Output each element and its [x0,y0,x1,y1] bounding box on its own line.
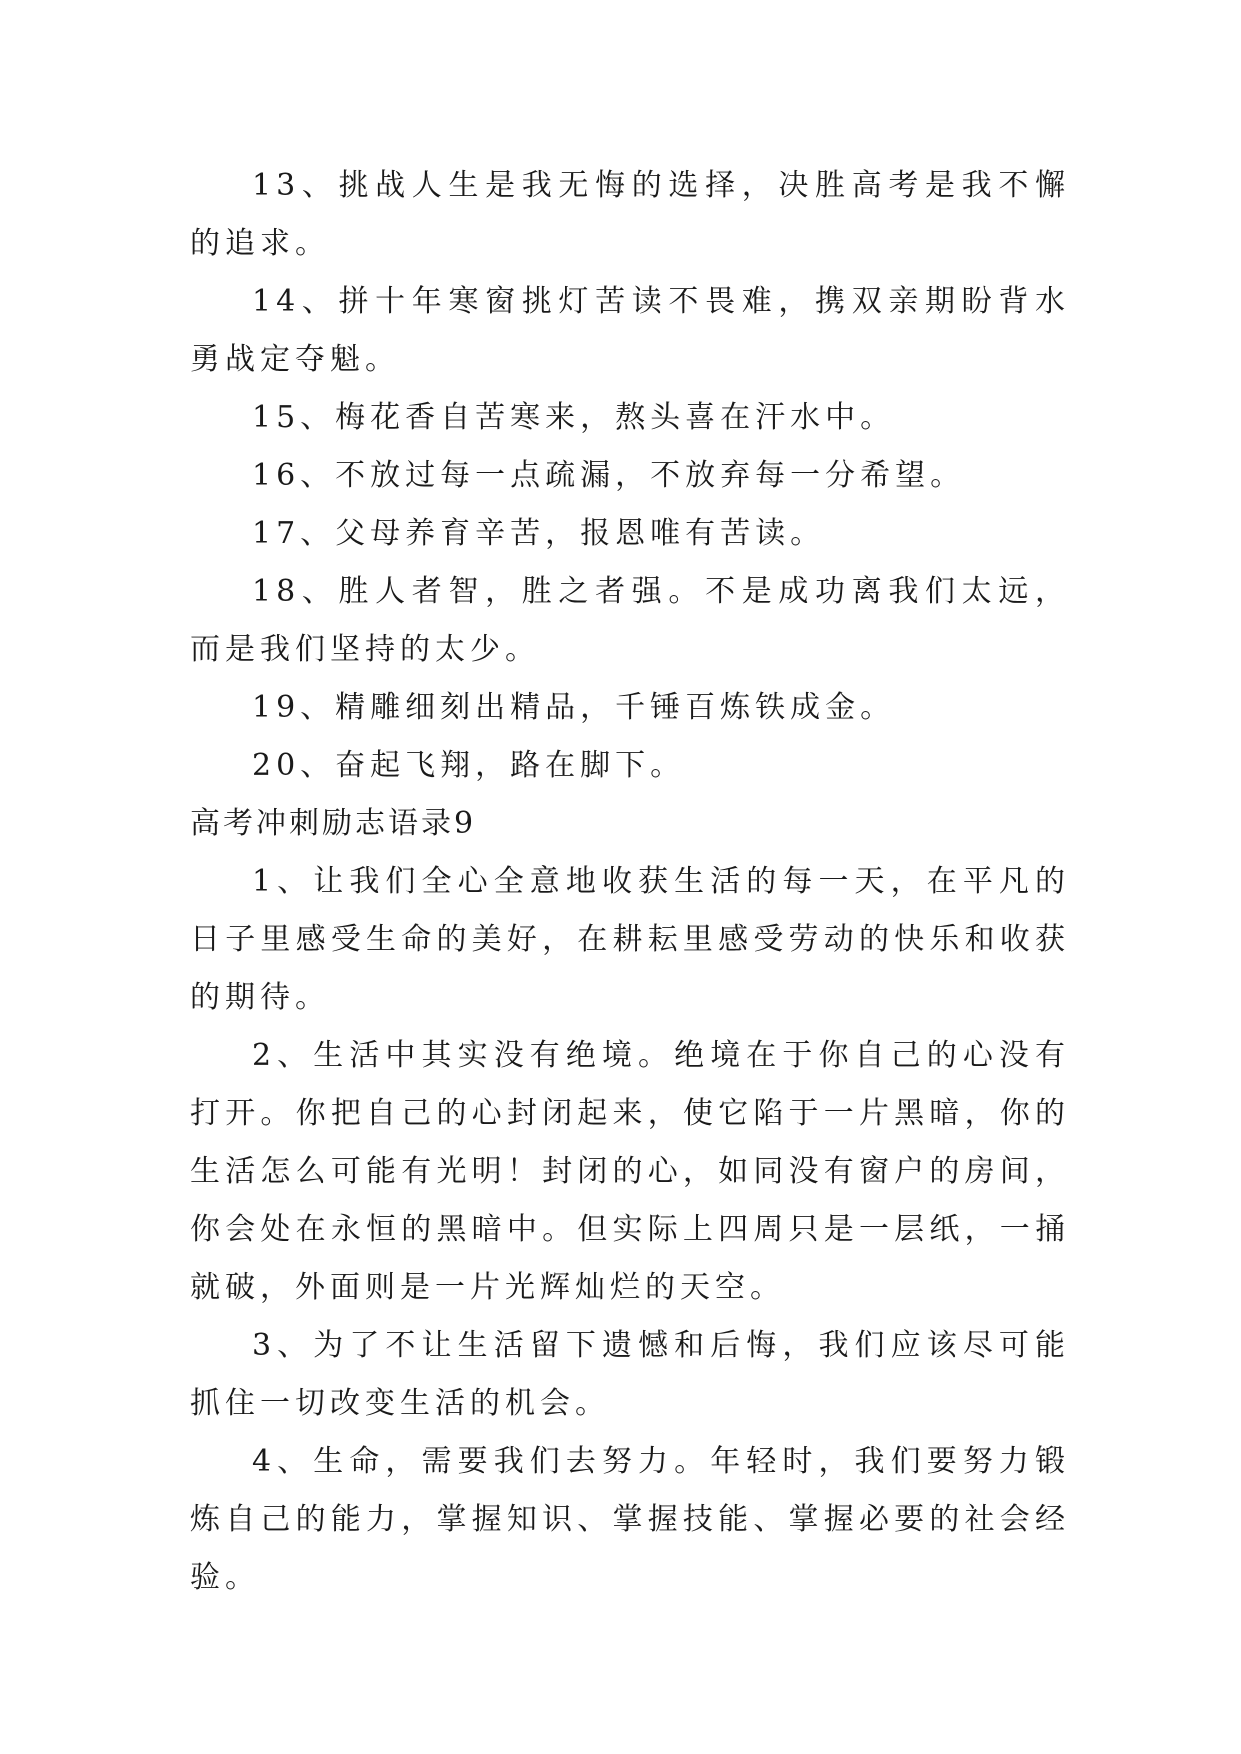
section-heading: 高考冲刺励志语录9 [190,806,477,841]
list-item: 13、挑战人生是我无悔的选择，决胜高考是我不懈的追求。 [190,168,1070,261]
list-item: 15、梅花香自苦寒来，熬头喜在汗水中。 [252,400,896,435]
list-item: 18、胜人者智，胜之者强。不是成功离我们太远，而是我们坚持的太少。 [190,574,1070,667]
document-body [190,157,1070,1607]
list-item: 20、奋起飞翔，路在脚下。 [252,748,686,783]
list-item: 14、拼十年寒窗挑灯苦读不畏难，携双亲期盼背水勇战定夺魁。 [190,284,1070,377]
list-item: 19、精雕细刻出精品，千锤百炼铁成金。 [252,690,896,725]
list-item: 4、生命，需要我们去努力。年轻时，我们要努力锻炼自己的能力，掌握知识、掌握技能、掌握必要的社会经验。 [190,1444,1070,1595]
list-item: 2、生活中其实没有绝境。绝境在于你自己的心没有打开。你把自己的心封闭起来，使它陷于一片黑暗，你的生活怎么可能有光明！封闭的心，如同没有窗户的房间，你会处在永恒的黑暗中。但实际上四周只是一层纸，一捅就破，外面则是一片光辉灿烂的天空。 [190,1038,1070,1305]
list-item: 1、让我们全心全意地收获生活的每一天，在平凡的日子里感受生命的美好，在耕耘里感受劳动的快乐和收获的期待。 [190,864,1070,1015]
list-item: 3、为了不让生活留下遗憾和后悔，我们应该尽可能抓住一切改变生活的机会。 [190,1328,1070,1421]
list-item: 16、不放过每一点疏漏，不放弃每一分希望。 [252,458,966,493]
list-item: 17、父母养育辛苦，报恩唯有苦读。 [252,516,826,551]
